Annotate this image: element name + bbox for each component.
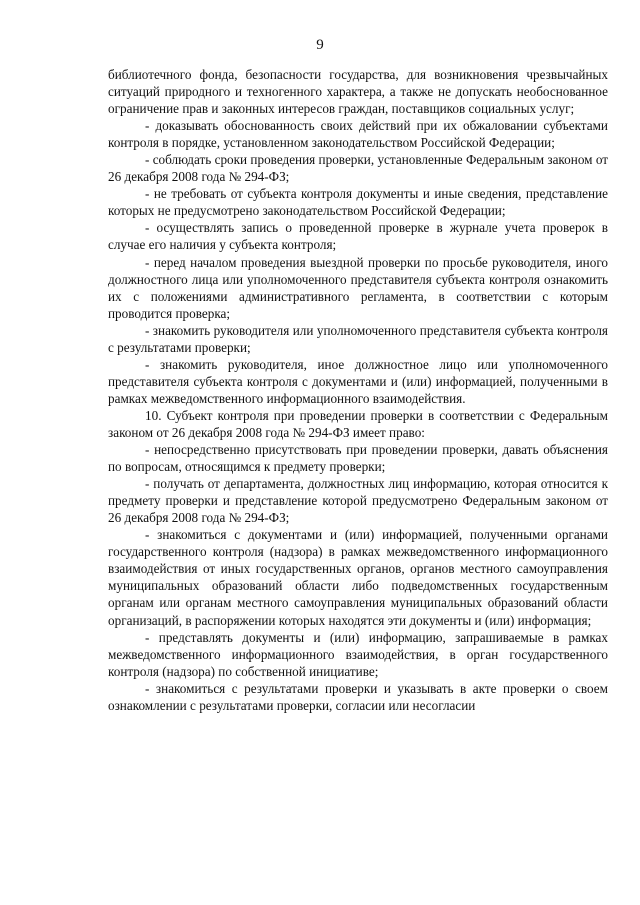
paragraph-right-be-present: - непосредственно присутствовать при проведении проверки, давать объяснения по вопросам, относящимся к предмету проверки;: [108, 442, 608, 475]
paragraph-continuation: библиотечного фонда, безопасности государства, для возникновения чрезвычайных ситуаций природного и техногенного характера, а также не допускать необоснованное ограничение прав и законных интересов граждан, поставщиков социальных услуг;: [108, 67, 608, 117]
paragraph-right-receive-info: - получать от департамента, должностных лиц информацию, которая относится к предмету проверки и представление которой предусмотрено Федеральным законом от 26 декабря 2008 года № 294-ФЗ;: [108, 476, 608, 526]
paragraph-right-submit-docs: - представлять документы и (или) информацию, запрашиваемые в рамках межведомственного информационного взаимодействия, в орган государственного контроля (надзора) по собственной инициативе;: [108, 629, 608, 679]
paragraph-justify-actions: - доказывать обоснованность своих действий при их обжаловании субъектами контроля в порядке, установленном законодательством Российской Федерации;: [108, 118, 608, 151]
paragraph-familiarize-documents: - знакомить руководителя, иное должностное лицо или уполномоченного представителя субъекта контроля с документами и (или) информацией, полученными в рамках межведомственного информационного взаимодействия.: [108, 356, 608, 406]
paragraph-section-10-heading: 10. Субъект контроля при проведении проверки в соответствии с Федеральным законом от 26 декабря 2008 года № 294-ФЗ имеет право:: [108, 407, 608, 440]
paragraph-right-review-results: - знакомиться с результатами проверки и указывать в акте проверки о своем ознакомлении с результатами проверки, согласии или несогласии: [108, 680, 608, 713]
paragraph-familiarize-results: - знакомить руководителя или уполномоченного представителя субъекта контроля с результатами проверки;: [108, 322, 608, 355]
paragraph-familiarize-regulation: - перед началом проведения выездной проверки по просьбе руководителя, иного должностного лица или уполномоченного представителя субъекта контроля ознакомить их с положениями административного регламента, в соответствии с которым проводится проверка;: [108, 254, 608, 321]
page-number: 9: [316, 37, 324, 53]
paragraph-observe-deadlines: - соблюдать сроки проведения проверки, установленные Федеральным законом от 26 декабря 2008 года № 294-ФЗ;: [108, 152, 608, 185]
paragraph-right-familiarize-docs: - знакомиться с документами и (или) информацией, полученными органами государственного контроля (надзора) в рамках межведомственного информационного взаимодействия от иных государственных органов, органов местного самоуправления муниципальных образований области либо подведомственных государственным органам или органам местного самоуправления муниципальных образований области организаций, в распоряжении которых находятся эти документы и (или) информация;: [108, 527, 608, 628]
paragraph-no-extra-documents: - не требовать от субъекта контроля документы и иные сведения, представление которых не предусмотрено законодательством Российской Федерации;: [108, 186, 608, 219]
paragraph-journal-record: - осуществлять запись о проведенной проверке в журнале учета проверок в случае его наличия у субъекта контроля;: [108, 220, 608, 253]
document-body: [108, 66, 608, 714]
